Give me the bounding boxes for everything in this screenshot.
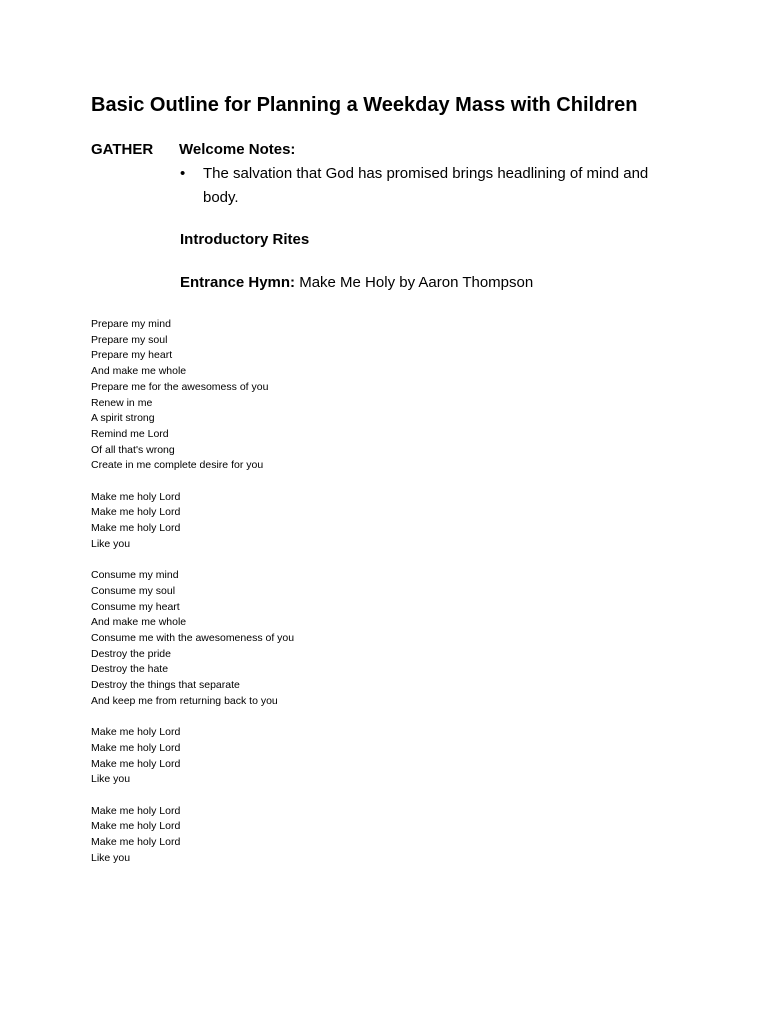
- lyrics-stanza: [91, 804, 491, 867]
- lyrics-stanza: [91, 317, 491, 474]
- lyric-line: Consume my soul: [91, 584, 176, 597]
- lyric-line: Consume me with the awesomeness of you: [91, 632, 295, 645]
- lyric-line: Prepare my heart: [91, 349, 173, 362]
- lyric-line: Destroy the things that separate: [91, 679, 240, 692]
- section-label-gather: GATHER: [91, 141, 154, 158]
- entrance-hymn-label: Entrance Hymn:: [180, 274, 296, 291]
- lyric-line: Like you: [91, 537, 131, 550]
- lyric-line: A spirit strong: [91, 412, 155, 425]
- lyrics-stanza: [91, 490, 491, 553]
- lyric-line: Remind me Lord: [91, 427, 169, 440]
- lyric-line: Make me holy Lord: [91, 741, 181, 754]
- lyric-line: Make me holy Lord: [91, 757, 181, 770]
- lyric-line: Renew in me: [91, 396, 153, 409]
- welcome-bullet-text: The salvation that God has promised brings headlining of mind and body.: [203, 165, 649, 206]
- lyric-line: Consume my heart: [91, 600, 180, 613]
- lyric-line: Make me holy Lord: [91, 726, 181, 739]
- lyric-line: And make me whole: [91, 616, 187, 629]
- page-title: Basic Outline for Planning a Weekday Mass with Children: [91, 94, 638, 116]
- introductory-rites-heading: Introductory Rites: [180, 231, 310, 248]
- lyric-line: Prepare my mind: [91, 318, 171, 330]
- bullet-icon: •: [180, 165, 186, 182]
- entrance-hymn-title: Make Me Holy by Aaron Thompson: [299, 274, 534, 291]
- lyric-line: Of all that's wrong: [91, 443, 175, 456]
- lyric-line: Make me holy Lord: [91, 820, 181, 833]
- lyric-line: Like you: [91, 773, 131, 786]
- lyric-line: Make me holy Lord: [91, 804, 181, 817]
- welcome-notes-heading: Welcome Notes:: [179, 141, 296, 158]
- lyrics-stanza: [91, 568, 491, 709]
- hymn-lyrics: [91, 317, 491, 882]
- lyric-line: Create in me complete desire for you: [91, 459, 264, 472]
- entrance-hymn: [180, 274, 533, 291]
- lyric-line: Make me holy Lord: [91, 522, 181, 535]
- lyric-line: And make me whole: [91, 365, 187, 378]
- lyric-line: Destroy the hate: [91, 663, 169, 676]
- lyric-line: Make me holy Lord: [91, 506, 181, 519]
- lyric-line: Make me holy Lord: [91, 490, 181, 503]
- lyric-line: Prepare my soul: [91, 333, 168, 346]
- lyric-line: And keep me from returning back to you: [91, 694, 278, 707]
- lyric-line: Destroy the pride: [91, 647, 171, 660]
- lyric-line: Like you: [91, 851, 131, 864]
- lyric-line: Prepare me for the awesomess of you: [91, 380, 269, 393]
- lyric-line: Make me holy Lord: [91, 836, 181, 849]
- lyrics-stanza: [91, 725, 491, 788]
- lyric-line: Consume my mind: [91, 569, 179, 582]
